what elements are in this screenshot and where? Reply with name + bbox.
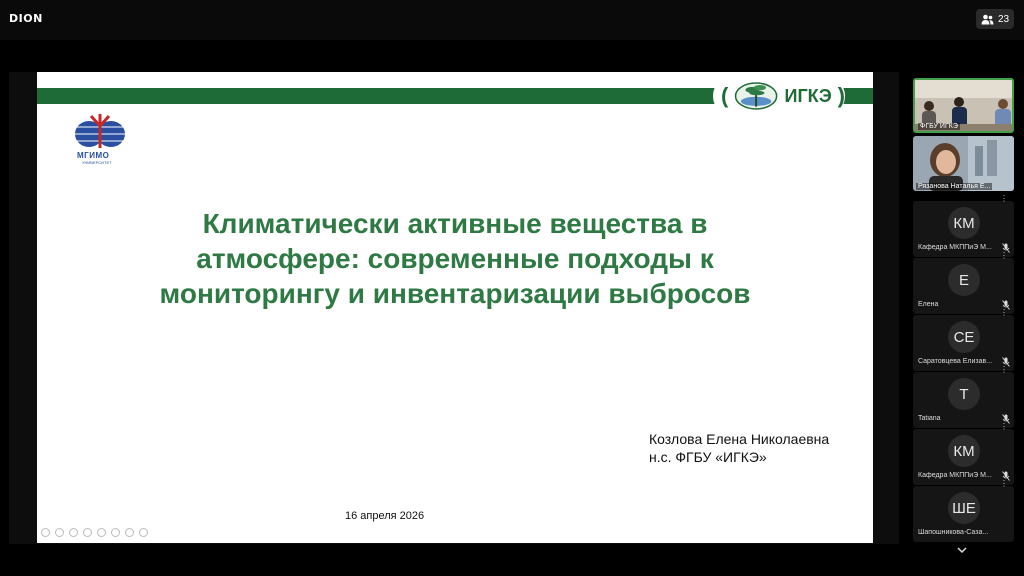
people-icon bbox=[981, 14, 994, 25]
slide-controls bbox=[41, 528, 148, 537]
more-options-icon[interactable]: ⋮ bbox=[1000, 365, 1008, 374]
title-line: атмосфере: современные подходы к bbox=[196, 243, 714, 274]
participant-name: Саратовцева Елизав... bbox=[918, 358, 993, 365]
tree-emblem-icon bbox=[734, 76, 778, 116]
more-icon[interactable] bbox=[139, 528, 148, 537]
options-icon[interactable] bbox=[111, 528, 120, 537]
top-bar bbox=[0, 0, 1024, 40]
author-position: н.с. ФГБУ «ИГКЭ» bbox=[649, 449, 767, 465]
title-line: Климатически активные вещества в bbox=[202, 208, 708, 239]
more-options-icon[interactable]: ⋮ bbox=[1000, 479, 1008, 488]
participant-count: 23 bbox=[997, 13, 1010, 25]
avatar: ШЕ bbox=[948, 492, 980, 524]
presentation-slide bbox=[37, 72, 873, 543]
participant-tile[interactable] bbox=[913, 479, 1014, 542]
avatar: КМ bbox=[948, 207, 980, 239]
video-tile[interactable] bbox=[913, 136, 1014, 191]
avatar: КМ bbox=[948, 435, 980, 467]
participant-tile[interactable] bbox=[913, 365, 1014, 428]
title-line: мониторингу и инвентаризации выбросов bbox=[159, 278, 751, 309]
author-block bbox=[649, 430, 829, 466]
chevron-down-icon[interactable] bbox=[955, 545, 969, 555]
logo-bracket-right: ) bbox=[837, 83, 845, 108]
participant-name: ФГБУ ИГКЭ bbox=[920, 123, 958, 130]
next-slide-icon[interactable] bbox=[55, 528, 64, 537]
participant-name: Tatiana bbox=[918, 415, 941, 422]
mgimo-name: МГИМО bbox=[77, 151, 110, 160]
more-options-icon[interactable]: ⋮ bbox=[1000, 194, 1008, 203]
participant-name: Кафедра МКППиЭ М... bbox=[918, 244, 992, 251]
more-options-icon[interactable]: ⋮ bbox=[1000, 422, 1008, 431]
slide-title bbox=[97, 206, 813, 311]
zoom-icon[interactable] bbox=[97, 528, 106, 537]
avatar: Е bbox=[948, 264, 980, 296]
participant-name: Рязанова Наталья Е... bbox=[918, 183, 991, 190]
participant-tile[interactable] bbox=[913, 308, 1014, 371]
participants-button[interactable] bbox=[976, 9, 1014, 29]
grid-icon[interactable] bbox=[83, 528, 92, 537]
avatar: СЕ bbox=[948, 321, 980, 353]
more-options-icon[interactable]: ⋮ bbox=[1000, 308, 1008, 317]
participant-tile[interactable] bbox=[913, 194, 1014, 257]
pen-icon[interactable] bbox=[69, 528, 78, 537]
app-logo: DION bbox=[9, 12, 43, 25]
author-name: Козлова Елена Николаевна bbox=[649, 431, 830, 447]
camera-icon[interactable] bbox=[125, 528, 134, 537]
participant-name: Кафедра МКППиЭ М... bbox=[918, 472, 992, 479]
prev-slide-icon[interactable] bbox=[41, 528, 50, 537]
igke-logo bbox=[713, 74, 845, 118]
video-tile[interactable] bbox=[913, 78, 1014, 133]
slide-date: 16 апреля 2026 bbox=[345, 510, 425, 522]
more-options-icon[interactable]: ⋮ bbox=[1000, 251, 1008, 260]
logo-bracket-left: ( bbox=[721, 83, 729, 108]
mgimo-logo bbox=[65, 108, 135, 168]
participants-panel bbox=[909, 72, 1024, 542]
avatar: Т bbox=[948, 378, 980, 410]
participant-tile[interactable] bbox=[913, 422, 1014, 485]
globe-emblem-icon bbox=[65, 108, 135, 152]
participant-tile[interactable] bbox=[913, 251, 1014, 314]
igke-logo-text: ИГКЭ bbox=[784, 85, 832, 106]
participant-name: Шапошникова-Саза... bbox=[918, 529, 989, 536]
participant-name: Елена bbox=[918, 301, 939, 308]
mgimo-subtitle: УНИВЕРСИТЕТ bbox=[82, 160, 112, 165]
